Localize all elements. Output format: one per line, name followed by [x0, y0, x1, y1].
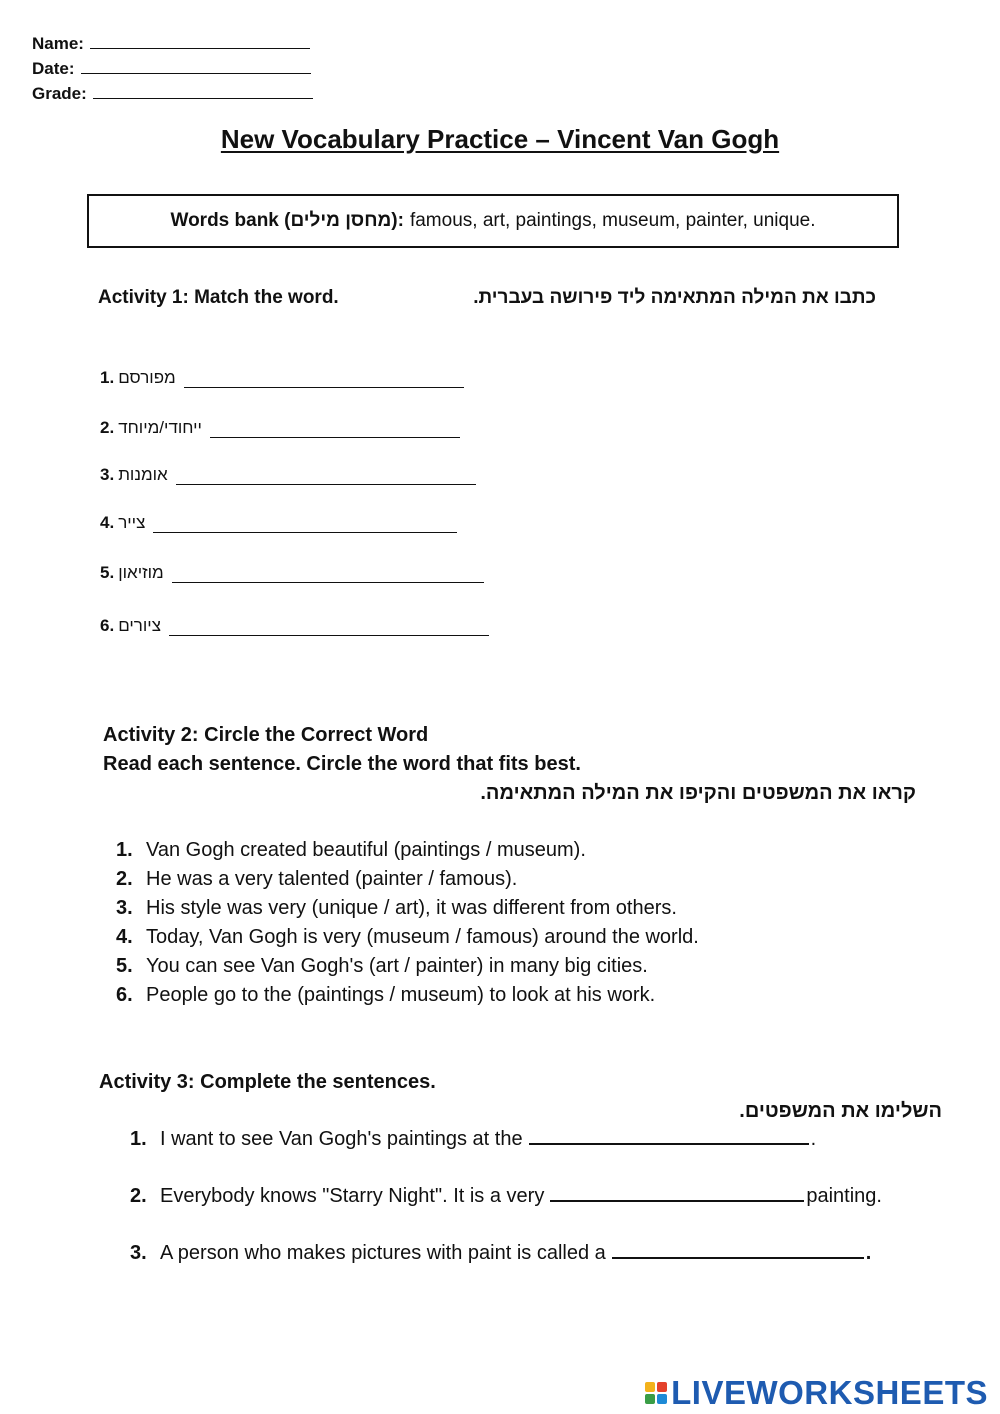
list-item: 2. He was a very talented (painter / famous). [116, 865, 699, 894]
complete-item-1: 1. I want to see Van Gogh's paintings at the . [130, 1128, 817, 1150]
match-blank[interactable] [210, 423, 460, 438]
sentence[interactable]: You can see Van Gogh's (art / painter) in many big cities. [146, 955, 648, 977]
match-num: 4. [100, 513, 115, 532]
match-blank[interactable] [153, 518, 457, 533]
word-bank-label: Words bank (מחסן מילים): [170, 210, 404, 231]
match-hebrew: ציורים [118, 616, 161, 635]
complete-blank[interactable] [612, 1241, 864, 1259]
match-blank[interactable] [169, 621, 489, 636]
sentence[interactable]: Van Gogh created beautiful (paintings / museum). [146, 839, 586, 861]
list-item: 4. Today, Van Gogh is very (museum / famous) around the world. [116, 923, 699, 952]
list-item: 6. People go to the (paintings / museum) to look at his work. [116, 981, 699, 1010]
match-num: 2. [100, 418, 115, 437]
match-item-2 [100, 418, 460, 438]
match-num: 5. [100, 563, 115, 582]
complete-item-2: 2. Everybody knows "Starry Night". It is a very painting. [130, 1185, 882, 1207]
date-label: Date: [32, 59, 75, 78]
match-hebrew: אומנות [118, 465, 168, 484]
grade-line[interactable] [93, 84, 313, 99]
activity3-title: Activity 3: Complete the sentences. [99, 1071, 436, 1093]
match-hebrew: מפורסם [118, 368, 176, 387]
logo-square-icon [657, 1394, 667, 1404]
sentence-start: I want to see Van Gogh's paintings at the [160, 1128, 523, 1150]
word-bank-words: famous, art, paintings, museum, painter, unique. [409, 210, 816, 231]
sentence[interactable]: People go to the (paintings / museum) to look at his work. [146, 984, 656, 1006]
match-hebrew: צייר [118, 513, 146, 532]
sentence[interactable]: His style was very (unique / art), it was different from others. [146, 897, 677, 919]
match-item-6 [100, 616, 489, 636]
complete-blank[interactable] [529, 1127, 809, 1145]
logo-text: LIVEWORKSHEETS [671, 1374, 988, 1411]
activity2-list [116, 836, 699, 1010]
name-line[interactable] [90, 34, 310, 49]
list-item: 5. You can see Van Gogh's (art / painter) in many big cities. [116, 952, 699, 981]
match-item-1 [100, 368, 464, 388]
sentence-end: . [810, 1128, 817, 1150]
sentence[interactable]: Today, Van Gogh is very (museum / famous) around the world. [146, 926, 699, 948]
word-bank [87, 194, 899, 248]
list-item: 3. His style was very (unique / art), it was different from others. [116, 894, 699, 923]
name-field[interactable] [32, 34, 310, 54]
date-field[interactable] [32, 59, 311, 79]
match-item-5 [100, 563, 484, 583]
complete-item-3: 3. A person who makes pictures with paint is called a . [130, 1242, 872, 1264]
liveworksheets-logo [645, 1374, 988, 1412]
name-label: Name: [32, 34, 84, 53]
match-num: 6. [100, 616, 115, 635]
complete-blank[interactable] [550, 1184, 804, 1202]
match-hebrew: ייחודי/מיוחד [118, 418, 202, 437]
sentence-start: Everybody knows "Starry Night". It is a very [160, 1185, 545, 1207]
match-blank[interactable] [172, 568, 484, 583]
sentence-start: A person who makes pictures with paint is called a [160, 1242, 606, 1264]
grade-field[interactable] [32, 84, 313, 104]
activity2-title: Activity 2: Circle the Correct Word [103, 724, 429, 746]
match-blank[interactable] [184, 373, 464, 388]
logo-square-icon [645, 1394, 655, 1404]
list-item: 1. Van Gogh created beautiful (paintings / museum). [116, 836, 699, 865]
sentence-end: painting. [806, 1185, 882, 1207]
date-line[interactable] [81, 59, 311, 74]
logo-square-icon [645, 1382, 655, 1392]
sentence-end: . [865, 1242, 872, 1264]
activity1-instruction: כתבו את המילה המתאימה ליד פירושה בעברית. [473, 287, 876, 308]
activity1-title: Activity 1: Match the word. [98, 287, 339, 308]
grade-label: Grade: [32, 84, 87, 103]
sentence[interactable]: He was a very talented (painter / famous). [146, 868, 518, 890]
match-item-3 [100, 465, 476, 485]
page-title: New Vocabulary Practice – Vincent Van Gogh [220, 124, 780, 154]
match-item-4 [100, 513, 457, 533]
match-num: 1. [100, 368, 115, 387]
match-num: 3. [100, 465, 115, 484]
activity2-instruction: קראו את המשפטים והקיפו את המילה המתאימה. [480, 782, 916, 804]
match-hebrew: מוזיאון [118, 563, 164, 582]
match-blank[interactable] [176, 470, 476, 485]
activity3-instruction: השלימו את המשפטים. [739, 1100, 942, 1122]
activity2-subtitle: Read each sentence. Circle the word that fits best. [103, 753, 581, 775]
logo-square-icon [657, 1382, 667, 1392]
logo-mark-icon [645, 1382, 667, 1404]
